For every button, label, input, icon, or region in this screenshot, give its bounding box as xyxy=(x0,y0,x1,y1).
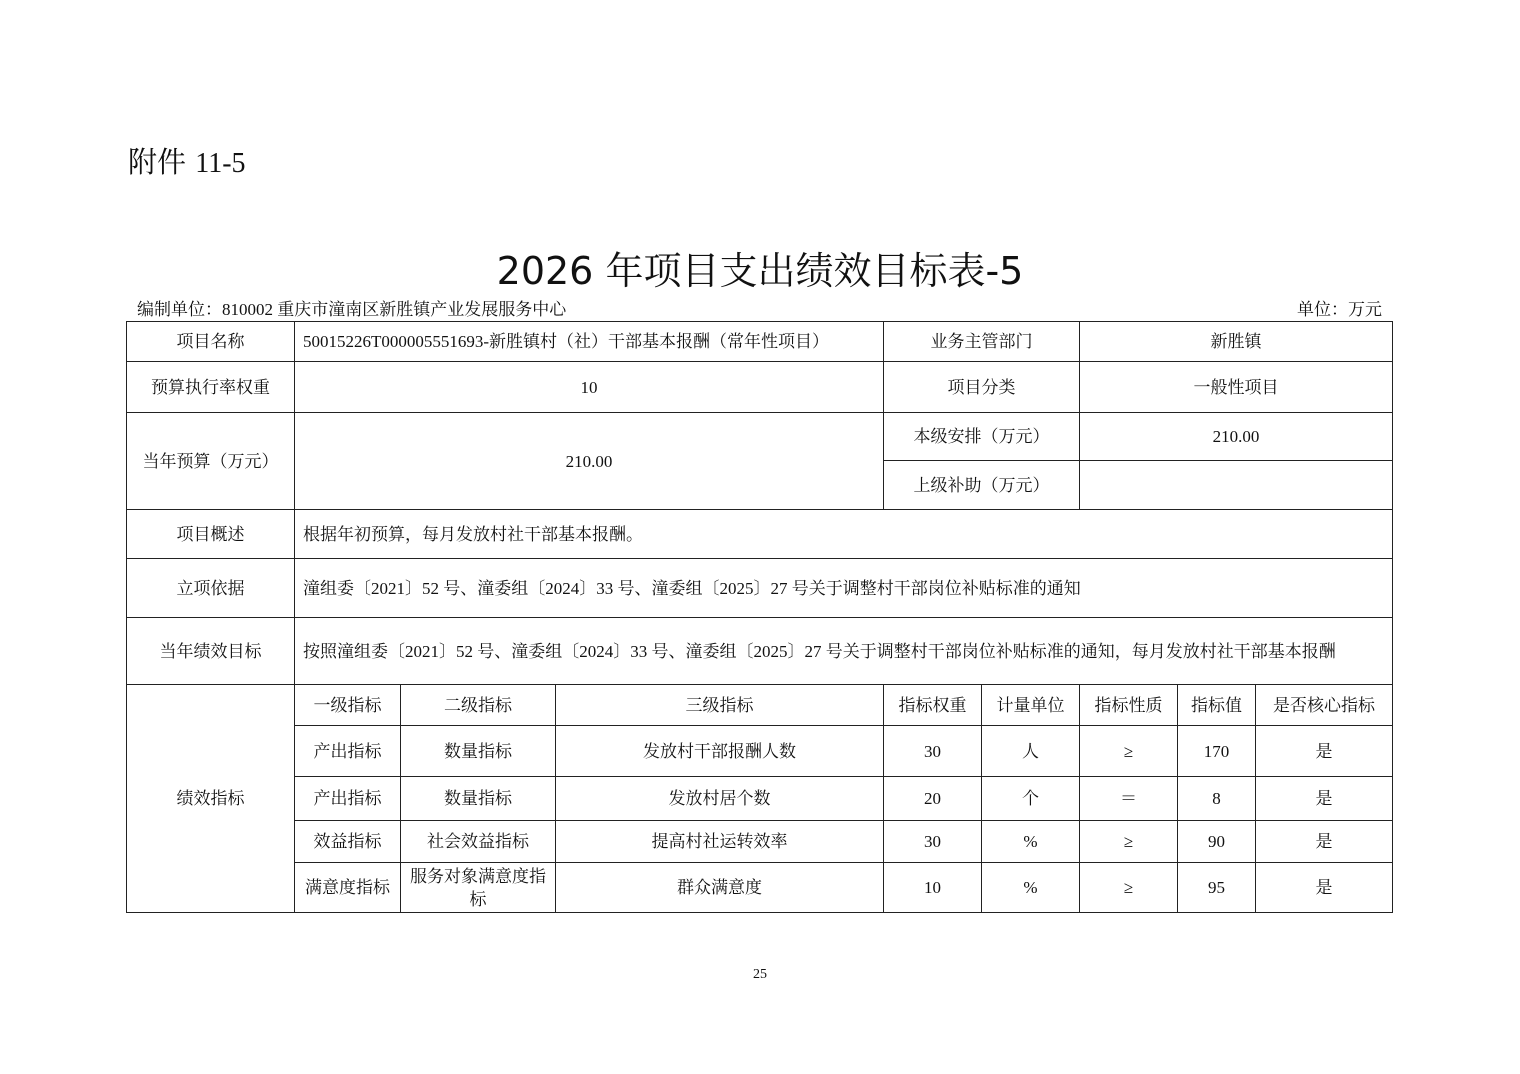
row-overview xyxy=(127,510,1393,559)
core-cell: 是 xyxy=(1256,777,1393,821)
level1-cell: 满意度指标 xyxy=(295,863,401,913)
header-level2: 二级指标 xyxy=(401,685,556,726)
nature-cell: ≥ xyxy=(1080,821,1178,863)
overview-value: 根据年初预算，每月发放村社干部基本报酬。 xyxy=(295,510,1393,559)
currency-unit: 单位：万元 xyxy=(1297,300,1382,319)
budget-label: 当年预算（万元） xyxy=(127,413,295,510)
goal-value: 按照潼组委〔2021〕52 号、潼委组〔2024〕33 号、潼委组〔2025〕27 号关于调整村干部岗位补贴标准的通知，每月发放村社干部基本报酬 xyxy=(295,618,1393,685)
value-cell: 8 xyxy=(1178,777,1256,821)
header-level3: 三级指标 xyxy=(556,685,884,726)
level1-cell: 效益指标 xyxy=(295,821,401,863)
attachment-label xyxy=(128,140,246,181)
weight-cell: 10 xyxy=(884,863,982,913)
weight-cell: 20 xyxy=(884,777,982,821)
level1-cell: 产出指标 xyxy=(295,777,401,821)
row-project-name xyxy=(127,322,1393,362)
header-core: 是否核心指标 xyxy=(1256,685,1393,726)
level3-cell: 群众满意度 xyxy=(556,863,884,913)
row-basis xyxy=(127,559,1393,618)
local-arrangement-value: 210.00 xyxy=(1080,413,1393,461)
level2-cell: 服务对象满意度指标 xyxy=(401,863,556,913)
level1-cell: 产出指标 xyxy=(295,726,401,777)
header-value: 指标值 xyxy=(1178,685,1256,726)
value-cell: 95 xyxy=(1178,863,1256,913)
department-label: 业务主管部门 xyxy=(884,322,1080,362)
project-name-label: 项目名称 xyxy=(127,322,295,362)
basis-label: 立项依据 xyxy=(127,559,295,618)
unit-cell: 人 xyxy=(982,726,1080,777)
level2-cell: 社会效益指标 xyxy=(401,821,556,863)
header-unit: 计量单位 xyxy=(982,685,1080,726)
header-level1: 一级指标 xyxy=(295,685,401,726)
superior-subsidy-label: 上级补助（万元） xyxy=(884,461,1080,510)
performance-target-table xyxy=(126,321,1393,913)
row-weight xyxy=(127,362,1393,413)
basis-value: 潼组委〔2021〕52 号、潼委组〔2024〕33 号、潼委组〔2025〕27 号关于调整村干部岗位补贴标准的通知 xyxy=(295,559,1393,618)
value-cell: 90 xyxy=(1178,821,1256,863)
department-value: 新胜镇 xyxy=(1080,322,1393,362)
core-cell: 是 xyxy=(1256,821,1393,863)
category-label: 项目分类 xyxy=(884,362,1080,413)
weight-cell: 30 xyxy=(884,726,982,777)
header-nature: 指标性质 xyxy=(1080,685,1178,726)
compiling-unit: 编制单位：810002 重庆市潼南区新胜镇产业发展服务中心 xyxy=(137,300,567,319)
nature-cell: ≥ xyxy=(1080,726,1178,777)
weight-value: 10 xyxy=(295,362,884,413)
page-title: 2026 年项目支出绩效目标表-5 xyxy=(496,249,1024,293)
table-row xyxy=(127,821,1393,863)
unit-cell: % xyxy=(982,863,1080,913)
project-name-value: 50015226T000005551693-新胜镇村（社）干部基本报酬（常年性项目） xyxy=(295,322,884,362)
attachment-number: 11-5 xyxy=(195,148,246,179)
unit-cell: % xyxy=(982,821,1080,863)
attachment-prefix: 附件 xyxy=(128,145,187,179)
level3-cell: 发放村干部报酬人数 xyxy=(556,726,884,777)
header-weight: 指标权重 xyxy=(884,685,982,726)
level3-cell: 提高村社运转效率 xyxy=(556,821,884,863)
weight-label: 预算执行率权重 xyxy=(127,362,295,413)
table-row xyxy=(127,777,1393,821)
unit-cell: 个 xyxy=(982,777,1080,821)
superior-subsidy-value xyxy=(1080,461,1393,510)
table-row xyxy=(127,726,1393,777)
core-cell: 是 xyxy=(1256,726,1393,777)
weight-cell: 30 xyxy=(884,821,982,863)
level2-cell: 数量指标 xyxy=(401,726,556,777)
nature-cell: ＝ xyxy=(1080,777,1178,821)
level3-cell: 发放村居个数 xyxy=(556,777,884,821)
goal-label: 当年绩效目标 xyxy=(127,618,295,685)
value-cell: 170 xyxy=(1178,726,1256,777)
budget-value: 210.00 xyxy=(295,413,884,510)
row-goal xyxy=(127,618,1393,685)
indicator-header-row xyxy=(127,685,1393,726)
table-row xyxy=(127,863,1393,913)
indicators-section-label: 绩效指标 xyxy=(127,685,295,913)
nature-cell: ≥ xyxy=(1080,863,1178,913)
overview-label: 项目概述 xyxy=(127,510,295,559)
level2-cell: 数量指标 xyxy=(401,777,556,821)
page-number: 25 xyxy=(753,967,767,982)
row-budget-local xyxy=(127,413,1393,461)
core-cell: 是 xyxy=(1256,863,1393,913)
category-value: 一般性项目 xyxy=(1080,362,1393,413)
local-arrangement-label: 本级安排（万元） xyxy=(884,413,1080,461)
